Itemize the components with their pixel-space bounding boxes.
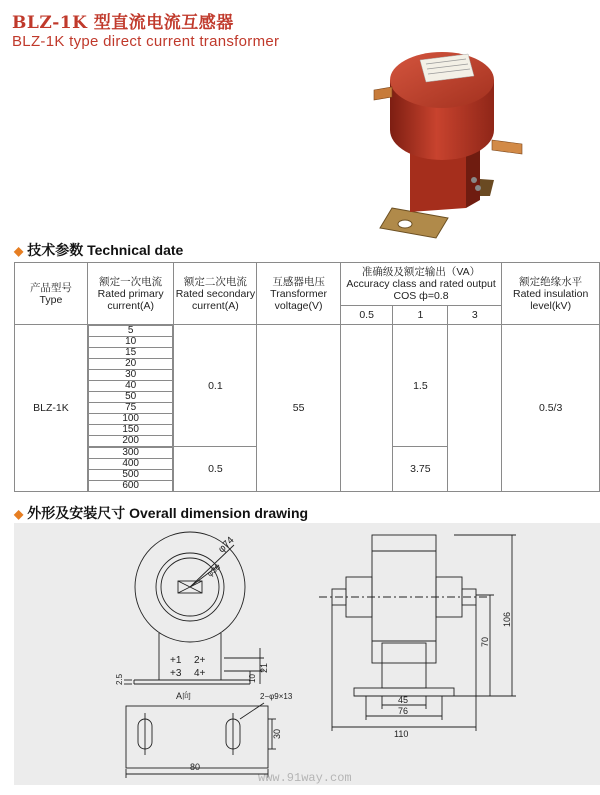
cell-class-3 [448, 325, 502, 492]
label-dia-inner: φ36 [205, 562, 223, 579]
primary-current-value: 400 [88, 459, 173, 470]
primary-current-value: 200 [88, 436, 173, 447]
label-dim-76: 76 [398, 706, 409, 716]
label-dim-21: 21 [259, 662, 269, 673]
section-heading-dimension: ◆ 外形及安装尺寸 Overall dimension drawing [14, 505, 309, 521]
section-heading-technical: ◆ 技术参数 Technical date [14, 242, 184, 258]
cell-output-2: 3.75 [393, 447, 448, 492]
label-dim-30: 30 [272, 728, 282, 739]
primary-current-value: 150 [88, 425, 173, 436]
primary-current-value: 75 [88, 403, 173, 414]
primary-current-value: 20 [88, 359, 173, 370]
primary-current-value: 15 [88, 348, 173, 359]
label-dim-110: 110 [394, 729, 409, 739]
primary-current-value: 100 [88, 414, 173, 425]
header-primary: 额定一次电流 Rated primary current(A) [87, 263, 174, 325]
label-dim-2-5: 2.5 [115, 673, 124, 685]
label-dim-45: 45 [398, 695, 409, 705]
label-term-4: 4+ [194, 668, 206, 679]
label-dim-70: 70 [480, 636, 490, 647]
header-voltage: 互感器电压 Transformer voltage(V) [257, 263, 340, 325]
label-dia-outer: φ74 [216, 534, 237, 556]
primary-current-value: 500 [88, 470, 173, 481]
label-holes: 2−φ9×13 [260, 692, 293, 701]
watermark: www.91way.com [258, 771, 352, 785]
cell-secondary-2: 0.5 [174, 447, 257, 492]
header-secondary: 额定二次电流 Rated secondary current(A) [174, 263, 257, 325]
diamond-bullet-icon: ◆ [14, 507, 24, 521]
product-title-en: BLZ-1K type direct current transformer [12, 33, 280, 50]
cell-type: BLZ-1K [15, 325, 88, 492]
label-term-3: +3 [170, 668, 182, 679]
label-dim-106: 106 [502, 611, 512, 627]
primary-current-value: 300 [88, 448, 173, 459]
primary-current-value: 10 [88, 337, 173, 348]
header-class-3: 3 [448, 306, 502, 325]
label-view-a: A向 [176, 691, 192, 701]
header-type: 产品型号 Type [15, 263, 88, 325]
primary-current-value: 50 [88, 392, 173, 403]
product-photo [370, 40, 530, 240]
cell-secondary-1: 0.1 [174, 325, 257, 447]
cell-class-0-5 [340, 325, 393, 492]
cell-voltage: 55 [257, 325, 340, 492]
header-class-0-5: 0.5 [340, 306, 393, 325]
label-term-2: 2+ [194, 655, 206, 666]
primary-current-value: 5 [88, 326, 173, 337]
header-accuracy: 准确级及额定输出（VA） Accuracy class and rated output COS ф=0.8 [340, 263, 501, 306]
header-insulation: 额定绝缘水平 Rated insulation level(kV) [502, 263, 600, 325]
dimension-drawing [14, 523, 600, 785]
dimension-drawing-svg [14, 523, 600, 785]
primary-current-list-1 [87, 325, 174, 447]
label-dim-80: 80 [190, 762, 201, 772]
spec-table [14, 262, 600, 492]
primary-current-value: 40 [88, 381, 173, 392]
primary-current-value: 30 [88, 370, 173, 381]
cell-output-1: 1.5 [393, 325, 448, 447]
diamond-bullet-icon: ◆ [14, 244, 24, 258]
label-term-1: +1 [170, 655, 182, 666]
cell-insulation: 0.5/3 [502, 325, 600, 492]
primary-current-value: 600 [88, 481, 173, 492]
product-title-cn: BLZ-1K 型直流电流互感器 [12, 13, 234, 33]
label-dim-10: 10 [248, 674, 257, 683]
primary-current-list-2 [87, 447, 174, 492]
header-class-1: 1 [393, 306, 448, 325]
